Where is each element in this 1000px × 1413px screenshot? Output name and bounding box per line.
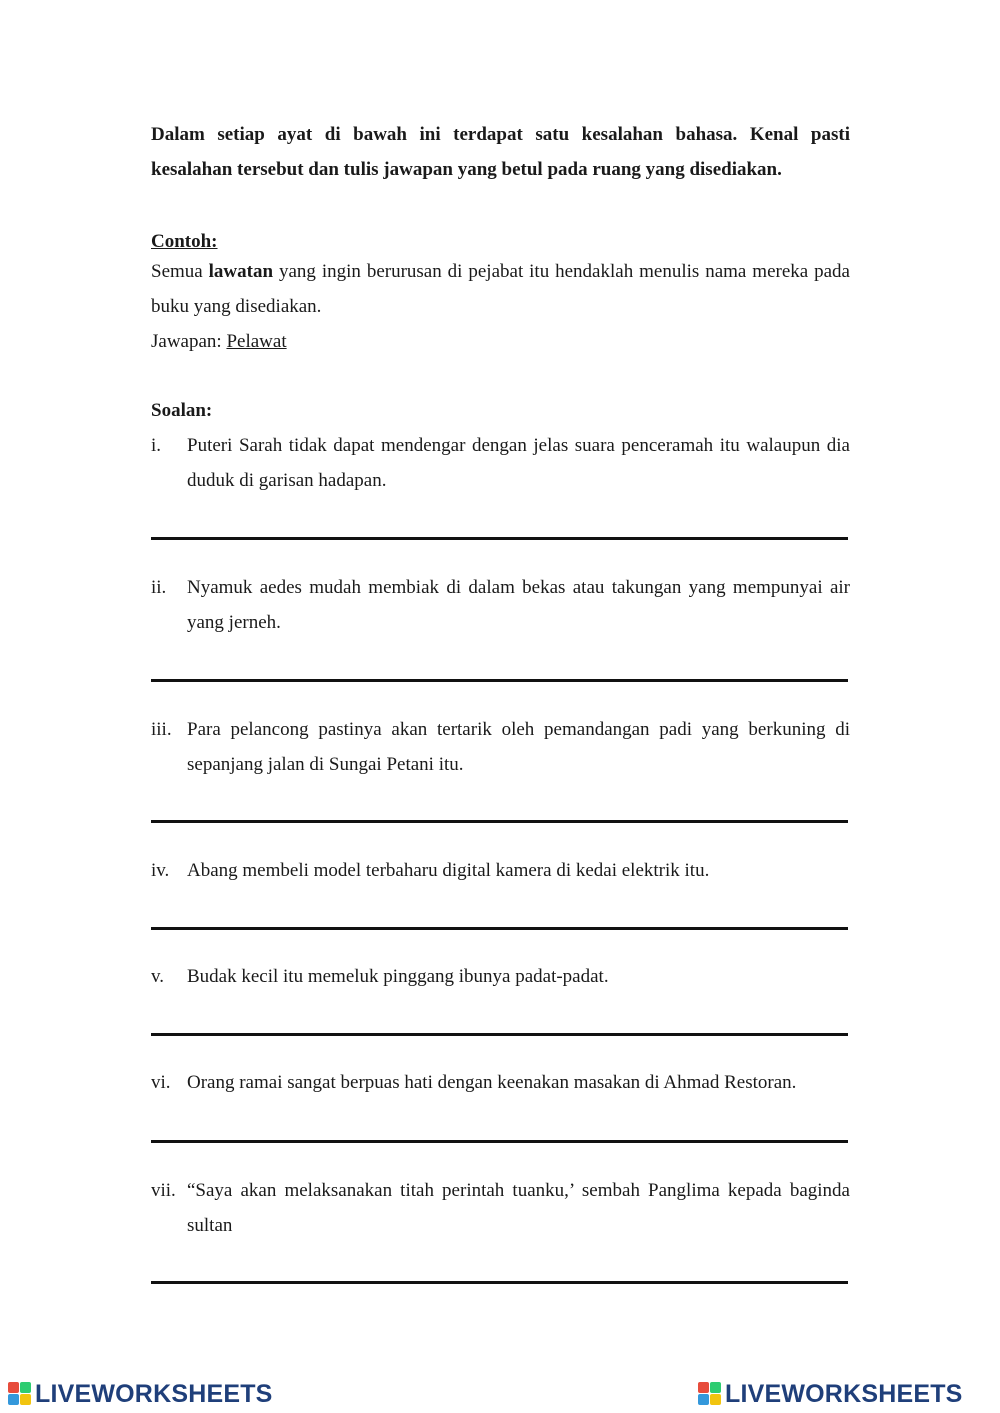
question-2 <box>151 570 850 640</box>
liveworksheets-logo-right <box>698 1379 963 1409</box>
question-number: iv. <box>151 860 170 881</box>
question-7 <box>151 1173 850 1243</box>
question-text: Orang ramai sangat berpuas hati dengan keenakan masakan di Ahmad Restoran. <box>187 1072 797 1093</box>
liveworksheets-logo-text: LIVEWORKSHEETS <box>725 1379 963 1408</box>
example-heading: Contoh: <box>151 231 218 252</box>
example-answer-label: Jawapan: <box>151 331 227 352</box>
example-sentence <box>151 254 850 324</box>
question-6 <box>151 1065 850 1100</box>
question-text: Para pelancong pastinya akan tertarik oleh pemandangan padi yang berkuning di sepanjang jalan di Sungai Petani itu. <box>187 719 850 775</box>
example-error-word: lawatan <box>208 261 274 282</box>
question-text: Nyamuk aedes mudah membiak di dalam bekas atau takungan yang mempunyai air yang jerneh. <box>187 577 850 633</box>
example-sentence-before: Semua <box>151 261 209 282</box>
answer-line-6[interactable] <box>151 1140 848 1143</box>
example-sentence-after: yang ingin berurusan di pejabat itu hendaklah menulis nama mereka pada buku yang disediakan. <box>151 261 850 317</box>
example-answer <box>151 324 850 359</box>
liveworksheets-logo-text: LIVEWORKSHEETS <box>35 1379 273 1408</box>
question-number: iii. <box>151 719 172 740</box>
example-answer-value: Pelawat <box>226 331 287 352</box>
answer-line-2[interactable] <box>151 679 848 682</box>
liveworksheets-logo-left <box>8 1379 273 1409</box>
answer-line-5[interactable] <box>151 1033 848 1036</box>
question-5 <box>151 959 850 994</box>
questions-heading: Soalan: <box>151 400 213 421</box>
question-number: ii. <box>151 577 167 598</box>
answer-line-7[interactable] <box>151 1281 848 1284</box>
question-number: v. <box>151 966 165 987</box>
question-text: “Saya akan melaksanakan titah perintah tuanku,’ sembah Panglima kepada baginda sultan <box>187 1180 850 1236</box>
liveworksheets-logo-icon <box>8 1382 32 1406</box>
question-3 <box>151 712 850 782</box>
question-1 <box>151 428 850 498</box>
question-text: Abang membeli model terbaharu digital kamera di kedai elektrik itu. <box>187 860 710 881</box>
instruction-text: Dalam setiap ayat di bawah ini terdapat satu kesalahan bahasa. Kenal pasti kesalahan tersebut dan tulis jawapan yang betul pada ruang yang disediakan. <box>151 124 850 180</box>
question-number: i. <box>151 435 162 456</box>
answer-line-3[interactable] <box>151 820 848 823</box>
question-4 <box>151 853 850 888</box>
question-number: vii. <box>151 1180 176 1201</box>
question-number: vi. <box>151 1072 171 1093</box>
liveworksheets-logo-icon <box>698 1382 722 1406</box>
question-text: Budak kecil itu memeluk pinggang ibunya padat-padat. <box>187 966 609 987</box>
answer-line-1[interactable] <box>151 537 848 540</box>
answer-line-4[interactable] <box>151 927 848 930</box>
question-text: Puteri Sarah tidak dapat mendengar dengan jelas suara penceramah itu walaupun dia duduk di garisan hadapan. <box>187 435 850 491</box>
